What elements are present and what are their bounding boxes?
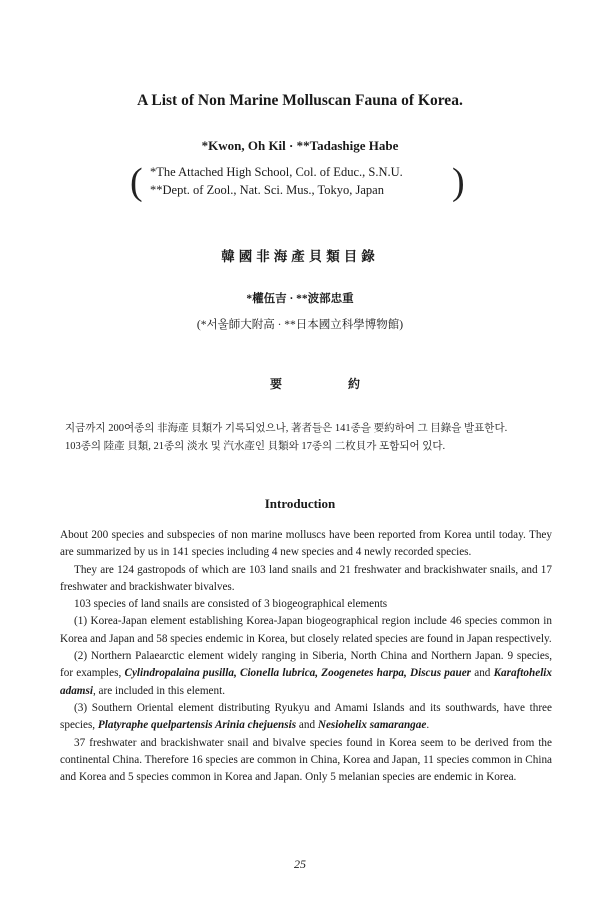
introduction-body	[60, 527, 552, 786]
paragraph-text: 37 freshwater and brackishwater snail and bivalve species found in Korea seem to be derived from the continental China. Therefore 16 species are common in China, Korea and Japan, 11 species common in China and Korea and 5 species common in Korea and Japan. Only 5 melanian species are endemic in Korea.	[60, 736, 552, 784]
species-name: Nesiohelix samarangae	[317, 719, 427, 732]
paragraph-text: and	[296, 719, 318, 732]
right-bracket: )	[452, 161, 465, 203]
left-bracket: (	[130, 161, 143, 203]
authors: *Kwon, Oh Kil · **Tadashige Habe	[201, 138, 399, 153]
paragraph-text: (2) Northern Palaearctic element widely ranging in Siberia, North China and Northern Japan. 9 species, for examples,	[60, 650, 552, 680]
abstract-line-1: 지금까지 200여종의 非海產 貝類가 기록되었으나, 著者들은 141종을 要約하여 그 目錄을 발표한다.	[65, 423, 508, 434]
korean-title: 韓國非海產貝類目錄	[221, 249, 379, 264]
korean-authors: *權伍吉 · **波部忠重	[246, 293, 354, 305]
paragraph	[60, 527, 552, 562]
affiliation-2: **Dept. of Zool., Nat. Sci. Mus., Tokyo, Japan	[150, 183, 384, 197]
abstract-line-2: 103종의 陸產 貝類, 21종의 淡水 및 汽水產인 貝類와 17종의 二枚貝가 포함되어 있다.	[65, 441, 446, 452]
paragraph-text: and	[471, 667, 494, 680]
section-heading-introduction: Introduction	[264, 496, 336, 511]
abstract-heading	[270, 375, 360, 392]
paragraph-text: , are included in this element.	[92, 684, 225, 697]
paragraph	[60, 613, 552, 648]
species-name: Cylindropalaina pusilla, Cionella lubrica, Zoogenetes harpa, Discus pauer	[124, 667, 472, 680]
paragraph	[60, 648, 552, 700]
korean-affiliations: (*서울師大附高 · **日本國立科學博物館)	[196, 319, 404, 331]
paragraph-text: 103 species of land snails are consisted of 3 biogeographical elements	[74, 598, 388, 611]
paragraph-text: They are 124 gastropods of which are 103 land snails and 21 freshwater and brackishwater snails, and 17 freshwater and brackishwater bivalves.	[60, 563, 552, 593]
species-name: Karaftohelix adamsi	[60, 667, 553, 697]
species-name: Platyraphe quelpartensis Arinia chejuensis	[97, 719, 297, 732]
abstract-heading-char-2: 約	[347, 377, 360, 391]
paragraph-text: (1) Korea-Japan element establishing Korea-Japan biogeographical region include 46 species common in Korea and Japan and 58 species endemic in Korea, but closely related species are found in Japan respectively.	[60, 615, 552, 645]
paragraph	[60, 735, 552, 787]
paragraph-text: (3) Southern Oriental element distributing Ryukyu and Amami Islands and its southwards, have three species,	[60, 701, 552, 732]
paragraph-text: .	[426, 719, 430, 732]
abstract-heading-char-1: 要	[270, 377, 283, 391]
affiliation-1: *The Attached High School, Col. of Educ., S.N.U.	[150, 165, 403, 179]
page-number: 25	[294, 857, 306, 871]
paragraph-text: About 200 species and subspecies of non marine molluscs have been reported from Korea until today. They are summarized by us in 141 species including 4 new species and 4 newly recorded species.	[60, 529, 552, 559]
paper-title: A List of Non Marine Molluscan Fauna of Korea.	[137, 92, 463, 109]
paragraph	[60, 562, 552, 597]
paragraph	[60, 596, 552, 613]
paragraph	[60, 700, 552, 735]
